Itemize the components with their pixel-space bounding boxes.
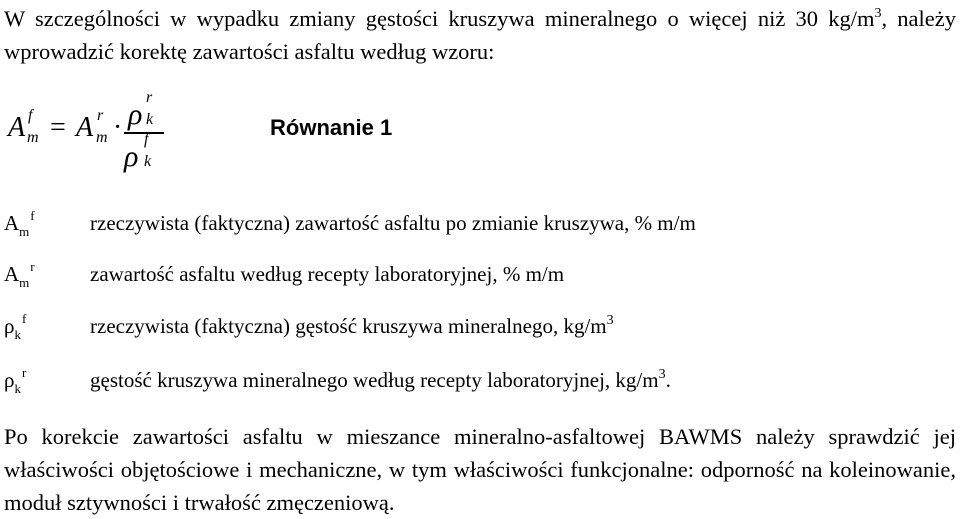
symbol-subscript: k [14,381,21,396]
description-superscript: 3 [658,367,666,382]
definition-description [90,363,671,397]
intro-paragraph [4,2,956,68]
definition-description [90,257,564,291]
equation-label: Równanie 1 [270,115,393,140]
description-tail: . [665,368,671,392]
symbol-base: A [4,211,20,235]
intro-superscript: 3 [874,6,882,21]
description-text: rzeczywista (faktyczna) zawartość asfaltu po zmianie kruszywa, % m/m [90,211,696,235]
equation-lhs-sup: f [28,107,33,124]
definition-row [0,309,960,343]
symbol-subscript: m [19,275,30,290]
description-text: rzeczywista (faktyczna) gęstość kruszywa mineralnego, kg/m [90,314,607,338]
equation-lhs-sub: m [27,129,39,146]
symbol-base: ρ [4,314,15,338]
symbol-base: ρ [4,368,15,392]
symbol-superscript: r [30,259,35,274]
definition-symbol [4,309,25,346]
symbol-base: A [4,262,20,286]
symbol-superscript: f [30,208,35,223]
symbol-subscript: k [14,327,21,342]
equation-equals: = [50,112,66,143]
description-text: gęstość kruszywa mineralnego według recepty laboratoryjnej, kg/m [90,368,659,392]
equation-numerator-sub: k [146,111,154,128]
symbol-subscript: m [19,224,30,239]
intro-text-continued: , należy wprowadzić korektę zawartości asfaltu według wzoru: [4,6,957,64]
definition-symbol [4,363,25,400]
equation-denominator-sub: k [144,153,152,170]
definition-row [0,206,960,240]
equation-lhs-base: A [8,112,26,143]
definition-row [0,363,960,397]
definition-symbol [4,206,34,243]
closing-paragraph: Po korekcie zawartości asfaltu w mieszance mineralno-asfaltowej BAWMS należy sprawdzić jej właściwości objętościowe i mechaniczne, w tym właściwości funkcjonalne: odporność na koleinowanie, moduł sztywności i trwałość zmęczeniową. [4,424,956,515]
symbol-superscript: f [21,311,27,326]
description-text: zawartość asfaltu według recepty laboratoryjnej, % m/m [90,262,565,286]
equation-rhs-sub: m [96,129,108,146]
equation-numerator-rho: ρ [128,98,143,131]
definition-symbol [4,257,34,294]
equation-rhs-sup: r [97,107,104,124]
equation-dot: · [113,112,123,143]
definition-description [90,309,614,343]
definition-description [90,206,696,240]
symbol-superscript: r [21,365,27,380]
equation-rhs-base: A [76,112,94,143]
equation-denominator-rho: ρ [124,140,139,173]
description-superscript: 3 [606,313,614,328]
equation-denominator-sup: f [144,131,149,148]
intro-text: W szczególności w wypadku zmiany gęstości kruszywa mineralnego o więcej niż 30 kg/m [4,6,875,31]
definition-row [0,257,960,291]
equation-numerator-sup: r [146,89,153,106]
